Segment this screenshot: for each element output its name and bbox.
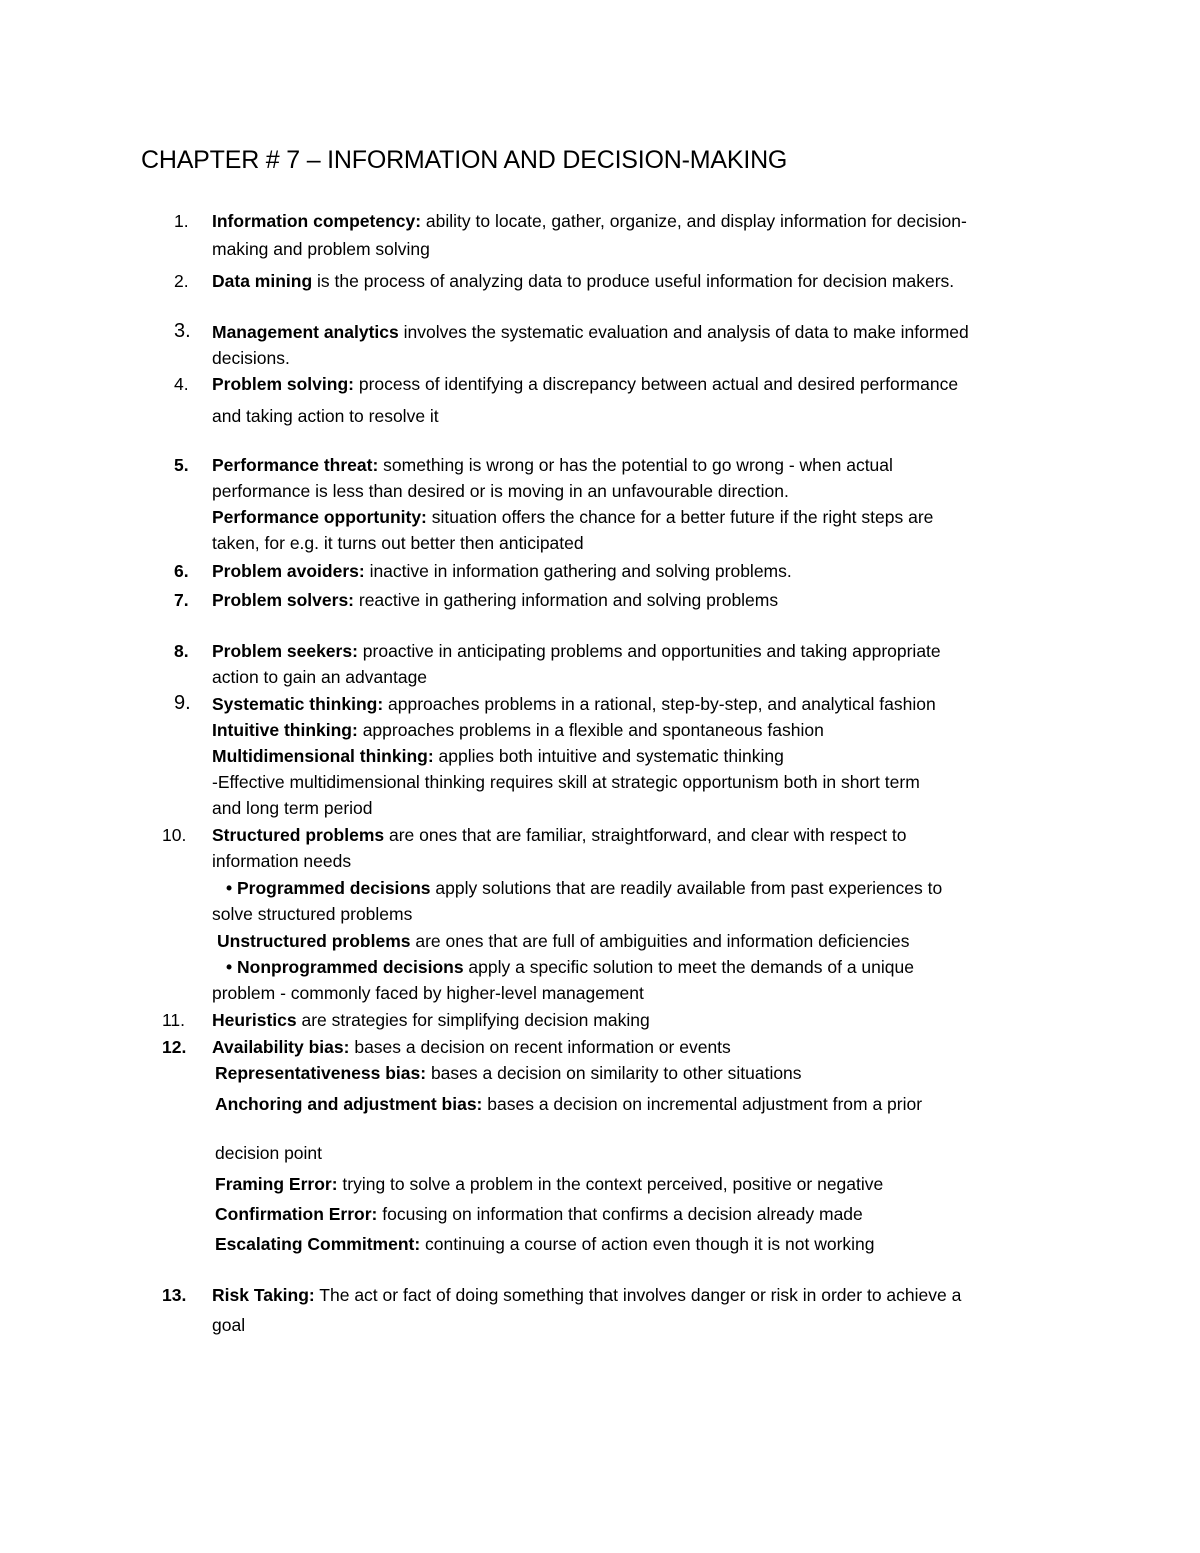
item-line: and taking action to resolve it bbox=[212, 406, 439, 426]
item-line bbox=[212, 559, 792, 583]
item-line bbox=[226, 955, 914, 979]
definition: trying to solve a problem in the context perceived, positive or negative bbox=[337, 1174, 884, 1194]
item-number: 12. bbox=[162, 1037, 187, 1057]
definition: involves the systematic evaluation and analysis of data to make informed bbox=[398, 322, 969, 342]
item-line: decisions. bbox=[212, 348, 290, 368]
term: Escalating Commitment: bbox=[215, 1234, 421, 1254]
item-number: 11. bbox=[162, 1010, 186, 1030]
definition: approaches problems in a flexible and spontaneous fashion bbox=[357, 720, 824, 740]
item-line bbox=[212, 453, 893, 477]
item-line bbox=[215, 1202, 863, 1226]
definition: ability to locate, gather, organize, and display information for decision- bbox=[421, 211, 967, 231]
item-number: 13. bbox=[162, 1285, 187, 1305]
term: Problem avoiders: bbox=[212, 561, 365, 581]
item-number: 10. bbox=[162, 825, 187, 845]
term: Management analytics bbox=[212, 322, 399, 342]
item-line bbox=[212, 1008, 650, 1032]
definition: proactive in anticipating problems and opportunities and taking appropriate bbox=[357, 641, 941, 661]
definition: process of identifying a discrepancy between actual and desired performance bbox=[353, 374, 959, 394]
definition: continuing a course of action even though it is not working bbox=[420, 1234, 875, 1254]
item-line bbox=[212, 1035, 731, 1059]
term: Systematic thinking: bbox=[212, 694, 384, 714]
item-line bbox=[212, 588, 778, 612]
definition: apply a specific solution to meet the demands of a unique bbox=[463, 957, 914, 977]
term: Availability bias: bbox=[212, 1037, 350, 1057]
definition: approaches problems in a rational, step-by-step, and analytical fashion bbox=[383, 694, 936, 714]
chapter-title: CHAPTER # 7 – INFORMATION AND DECISION-MAKING bbox=[141, 146, 788, 174]
item-line: action to gain an advantage bbox=[212, 667, 428, 687]
term: • Nonprogrammed decisions bbox=[226, 957, 464, 977]
item-number: 6. bbox=[174, 561, 189, 581]
item-line bbox=[215, 1061, 802, 1085]
item-number: 5. bbox=[174, 455, 189, 475]
item-line: goal bbox=[212, 1315, 246, 1335]
item-line bbox=[212, 269, 954, 293]
definition: are strategies for simplifying decision making bbox=[296, 1010, 650, 1030]
item-line bbox=[212, 505, 933, 529]
definition: is the process of analyzing data to produce useful information for decision makers. bbox=[312, 271, 955, 291]
term: Risk Taking: bbox=[212, 1285, 315, 1305]
item-line bbox=[212, 372, 958, 396]
item-number: 1. bbox=[174, 211, 189, 231]
item-number: 7. bbox=[174, 590, 189, 610]
term: • Programmed decisions bbox=[226, 878, 431, 898]
term: Confirmation Error: bbox=[215, 1204, 378, 1224]
item-number: 9. bbox=[174, 692, 191, 714]
term: Multidimensional thinking: bbox=[212, 746, 434, 766]
item-line bbox=[212, 209, 967, 233]
term: Unstructured problems bbox=[217, 931, 411, 951]
term: Problem seekers: bbox=[212, 641, 358, 661]
item-line: -Effective multidimensional thinking requires skill at strategic opportunism both in short term bbox=[212, 772, 920, 792]
item-line bbox=[217, 929, 910, 953]
item-line bbox=[215, 1092, 922, 1116]
term: Problem solving: bbox=[212, 374, 354, 394]
item-line bbox=[212, 320, 969, 344]
definition: reactive in gathering information and solving problems bbox=[354, 590, 779, 610]
item-line: making and problem solving bbox=[212, 239, 430, 259]
item-line: taken, for e.g. it turns out better then anticipated bbox=[212, 533, 584, 553]
term: Performance opportunity: bbox=[212, 507, 427, 527]
term: Problem solvers: bbox=[212, 590, 354, 610]
term: Information competency: bbox=[212, 211, 422, 231]
definition: bases a decision on incremental adjustment from a prior bbox=[482, 1094, 923, 1114]
definition: The act or fact of doing something that involves danger or risk in order to achieve a bbox=[314, 1285, 962, 1305]
term: Data mining bbox=[212, 271, 313, 291]
definition: are ones that are full of ambiguities and information deficiencies bbox=[410, 931, 910, 951]
item-line: and long term period bbox=[212, 798, 373, 818]
item-line bbox=[212, 639, 941, 663]
term: Heuristics bbox=[212, 1010, 297, 1030]
item-line bbox=[212, 1283, 961, 1307]
item-line: problem - commonly faced by higher-level management bbox=[212, 983, 644, 1003]
item-number: 3. bbox=[174, 320, 191, 342]
definition: bases a decision on similarity to other situations bbox=[426, 1063, 802, 1083]
item-line: information needs bbox=[212, 851, 352, 871]
item-line bbox=[215, 1172, 883, 1196]
term: Structured problems bbox=[212, 825, 385, 845]
item-line bbox=[226, 876, 942, 900]
item-line: solve structured problems bbox=[212, 904, 413, 924]
item-line bbox=[212, 718, 824, 742]
item-line: performance is less than desired or is moving in an unfavourable direction. bbox=[212, 481, 789, 501]
definition: bases a decision on recent information or events bbox=[349, 1037, 731, 1057]
definition: are ones that are familiar, straightforward, and clear with respect to bbox=[384, 825, 907, 845]
definition: situation offers the chance for a better future if the right steps are bbox=[426, 507, 934, 527]
item-line bbox=[212, 823, 906, 847]
item-number: 4. bbox=[174, 374, 189, 394]
item-line: decision point bbox=[215, 1143, 323, 1163]
definition: focusing on information that confirms a decision already made bbox=[377, 1204, 863, 1224]
item-number: 2. bbox=[174, 271, 189, 291]
definition: something is wrong or has the potential to go wrong - when actual bbox=[378, 455, 893, 475]
item-line bbox=[212, 692, 936, 716]
item-line bbox=[215, 1232, 875, 1256]
term: Intuitive thinking: bbox=[212, 720, 358, 740]
term: Anchoring and adjustment bias: bbox=[215, 1094, 483, 1114]
definition: apply solutions that are readily available from past experiences to bbox=[430, 878, 943, 898]
item-line bbox=[212, 744, 784, 768]
term: Framing Error: bbox=[215, 1174, 338, 1194]
definition: inactive in information gathering and solving problems. bbox=[364, 561, 792, 581]
item-number: 8. bbox=[174, 641, 189, 661]
term: Performance threat: bbox=[212, 455, 379, 475]
term: Representativeness bias: bbox=[215, 1063, 427, 1083]
definition: applies both intuitive and systematic thinking bbox=[433, 746, 784, 766]
